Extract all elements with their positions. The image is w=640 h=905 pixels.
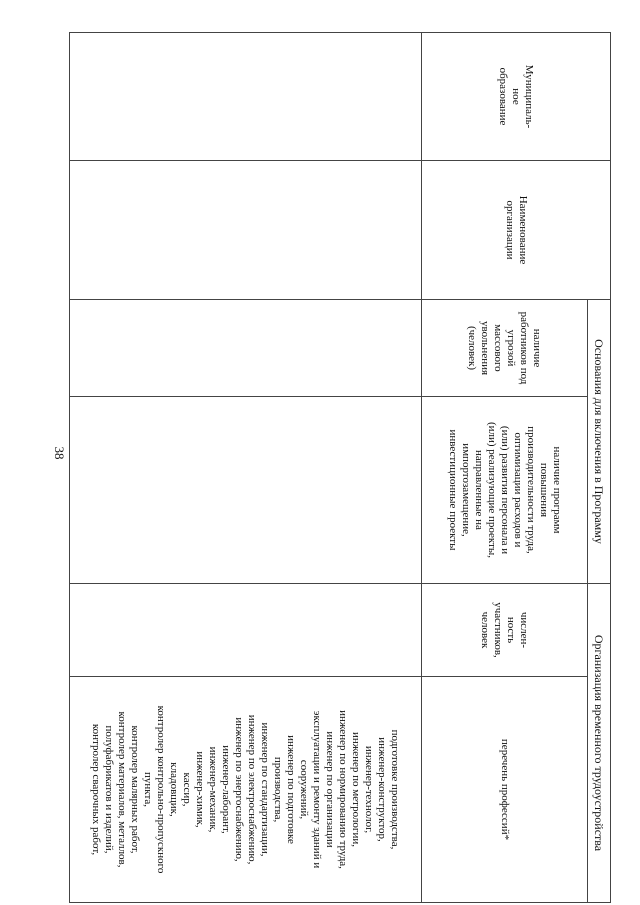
profession-item: полуфабрикатов и изделий, bbox=[103, 725, 116, 854]
profession-item: инженер по нормированию труда, bbox=[337, 710, 350, 869]
profession-item: инженер по организации bbox=[324, 731, 337, 848]
profession-item: инженер-механик, bbox=[207, 746, 220, 833]
page-number: 38 bbox=[52, 446, 67, 460]
profession-item: подготовке производства, bbox=[389, 729, 402, 850]
header-organization: Наименование организации bbox=[422, 161, 611, 300]
profession-item: сооружений, bbox=[298, 759, 311, 820]
header-layoff-threat: наличие работников под угрозой массового увольнения (человек) bbox=[422, 300, 588, 397]
profession-item: инженер по электроснабжению, bbox=[246, 714, 259, 865]
cell-municipality bbox=[70, 33, 422, 161]
layoff-program-table bbox=[69, 32, 611, 903]
profession-item: инженер-технолог, bbox=[363, 745, 376, 834]
profession-item: инженер по метрологии, bbox=[350, 732, 363, 847]
profession-item: инженер-конструктор, bbox=[376, 737, 389, 842]
professions-list bbox=[90, 681, 402, 898]
profession-item: контролер контрольно-пропускного bbox=[155, 705, 168, 874]
profession-item: контролер сварочных работ, bbox=[90, 723, 103, 856]
profession-item: инженер-лаборант, bbox=[220, 745, 233, 834]
profession-item: контролер материалов, металлов, bbox=[116, 711, 129, 868]
profession-item: кассир, bbox=[181, 772, 194, 807]
group-header-employment: Организация временного трудоустройства bbox=[588, 584, 611, 903]
profession-item: контролер малярных работ, bbox=[129, 725, 142, 854]
header-municipality: Муниципаль- ное образование bbox=[422, 33, 611, 161]
profession-item: инженер по стандартизации, bbox=[259, 722, 272, 857]
profession-item: инженер по энергоснабжению, bbox=[233, 717, 246, 862]
profession-item: производства, bbox=[272, 756, 285, 823]
rotated-page-content bbox=[69, 32, 611, 902]
header-programs: наличие программ повышения производительности труда, оптимизации расходов и (или) развития персонала и (или) реализующие проекты, направленные на импортозамещение, инвестиционные проекты bbox=[422, 397, 588, 584]
group-header-basis: Основания для включения в Программу bbox=[588, 300, 611, 584]
profession-item: кладовщик, bbox=[168, 762, 181, 817]
cell-programs bbox=[70, 397, 422, 584]
profession-item: эксплуатации и ремонту зданий и bbox=[311, 710, 324, 869]
cell-professions bbox=[70, 677, 422, 903]
profession-item: пункта, bbox=[142, 771, 155, 808]
header-participants: числен- ность участников, человек bbox=[422, 584, 588, 677]
profession-item: инженер по подготовке bbox=[285, 735, 298, 844]
cell-organization bbox=[70, 161, 422, 300]
profession-item: инженер-химик, bbox=[194, 751, 207, 828]
header-professions: перечень профессий* bbox=[422, 677, 588, 903]
cell-layoff-threat bbox=[70, 300, 422, 397]
cell-participants bbox=[70, 584, 422, 677]
